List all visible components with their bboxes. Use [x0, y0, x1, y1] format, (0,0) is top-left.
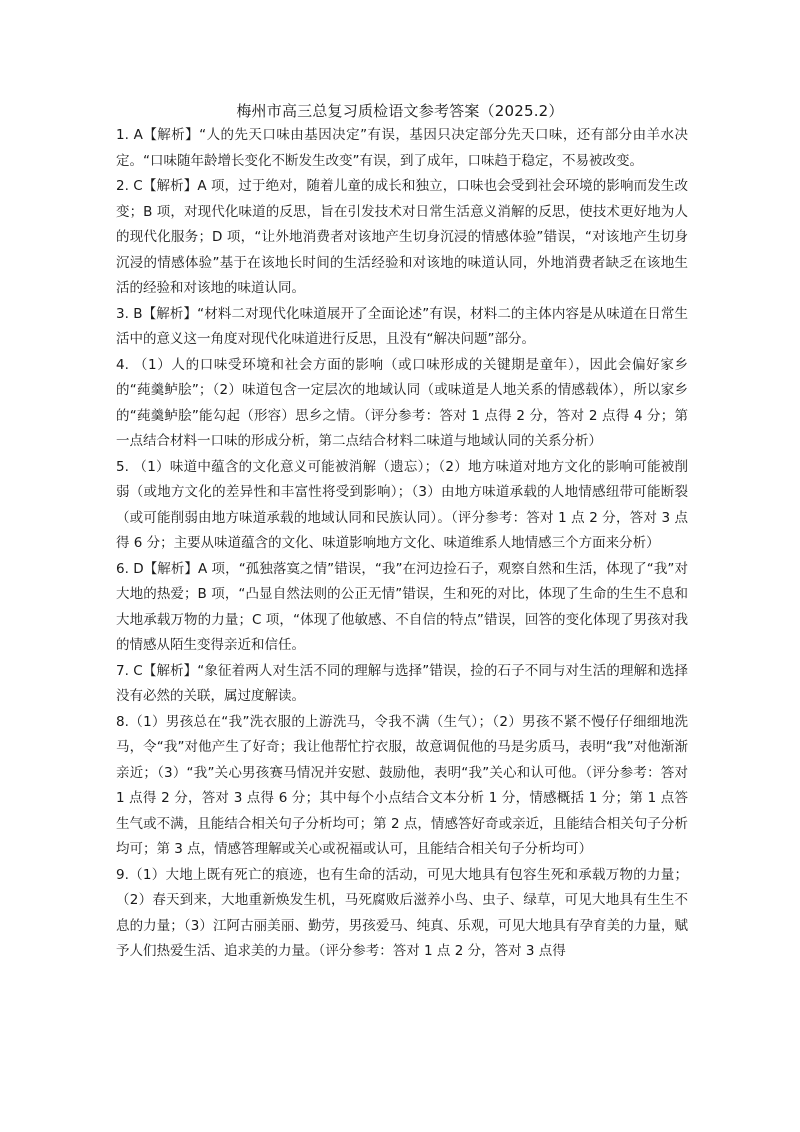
- answer-item-2: 2. C【解析】A 项，过于绝对，随着儿童的成长和独立，口味也会受到社会环境的影响而发生改变；B 项，对现代化味道的反思，旨在引发技术对日常生活意义消解的反思，使技术更好地为人的现代化服务；D 项，“让外地消费者对该地产生切身沉浸的情感体验”错误，“对该地产生切身沉浸的情感体验”基于在该地长时间的生活经验和对该地的味道认同，外地消费者缺乏在该地生活的经验和对该地的味道认同。: [116, 178, 688, 296]
- answer-item-9: 9.（1）大地上既有死亡的痕迹，也有生命的活动，可见大地具有包容生死和承载万物的力量；（2）春天到来，大地重新焕发生机，马死腐败后滋养小鸟、虫子、绿草，可见大地具有生生不息的力量；（3）江阿古丽美丽、勤劳，男孩爱马、纯真、乐观，可见大地具有孕育美的力量，赋予人们热爱生活、追求美的力量。（评分参考：答对 1 点 2 分，答对 3 点得: [116, 866, 688, 959]
- answer-item-1: 1. A【解析】“人的先天口味由基因决定”有误，基因只决定部分先天口味，还有部分由羊水决定。“口味随年龄增长变化不断发生改变”有误，到了成年，口味趋于稳定，不易被改变。: [116, 127, 688, 169]
- answer-item-6: 6. D【解析】A 项，“孤独落寞之情”错误，“我”在河边捡石子，观察自然和生活，体现了“我”对大地的热爱；B 项，“凸显自然法则的公正无情”错误，生和死的对比，体现了生命的生生不息和大地承载万物的力量；C 项，“体现了他敏感、不自信的特点”错误，回答的变化体现了男孩对我的情感从陌生变得亲近和信任。: [116, 560, 688, 653]
- answer-item-5: 5. （1）味道中蕴含的文化意义可能被消解（遗忘）；（2）地方味道对地方文化的影响可能被削弱（或地方文化的差异性和丰富性将受到影响）；（3）由地方味道承载的人地情感纽带可能断裂（或可能削弱由地方味道承载的地域认同和民族认同）。（评分参考：答对 1 点 2 分，答对 3 点得 6 分；主要从味道蕴含的文化、味道影响地方文化、味道维系人地情感三个方面来分析）: [116, 458, 688, 551]
- answer-item-4: 4. （1）人的口味受环境和社会方面的影响（或口味形成的关键期是童年），因此会偏好家乡的“莼羹鲈脍”；（2）味道包含一定层次的地域认同（或味道是人地关系的情感载体），所以家乡的“莼羹鲈脍”能勾起（形容）思乡之情。（评分参考：答对 1 点得 2 分，答对 2 点得 4 分；第一点结合材料一口味的形成分析，第二点结合材料二味道与地域认同的关系分析）: [116, 356, 688, 449]
- answer-list: [116, 123, 688, 965]
- answer-item-3: 3. B【解析】“材料二对现代化味道展开了全面论述”有误，材料二的主体内容是从味道在日常生活中的意义这一角度对现代化味道进行反思，且没有“解决问题”部分。: [116, 305, 688, 347]
- answer-item-8: 8.（1）男孩总在“我”洗衣服的上游洗马，令我不满（生气）；（2）男孩不紧不慢仔仔细细地洗马，令“我”对他产生了好奇；我让他帮忙拧衣服，故意调侃他的马是劣质马，表明“我”对他渐渐亲近；（3）“我”关心男孩赛马情况并安慰、鼓励他，表明“我”关心和认可他。（评分参考：答对 1 点得 2 分，答对 3 点得 6 分；其中每个小点结合文本分析 1 分，情感概括 1 分；第 1 点答生气或不满，且能结合相关句子分析均可；第 2 点，情感答好奇或亲近，且能结合相关句子分析均可；第 3 点，情感答理解或关心或祝福或认可，且能结合相关句子分析均可）: [116, 713, 688, 857]
- answer-item-7: 7. C【解析】“象征着两人对生活不同的理解与选择”错误，捡的石子不同与对生活的理解和选择没有必然的关联，属过度解读。: [116, 662, 688, 704]
- document-title: 梅州市高三总复习质检语文参考答案（2025.2）: [236, 102, 564, 120]
